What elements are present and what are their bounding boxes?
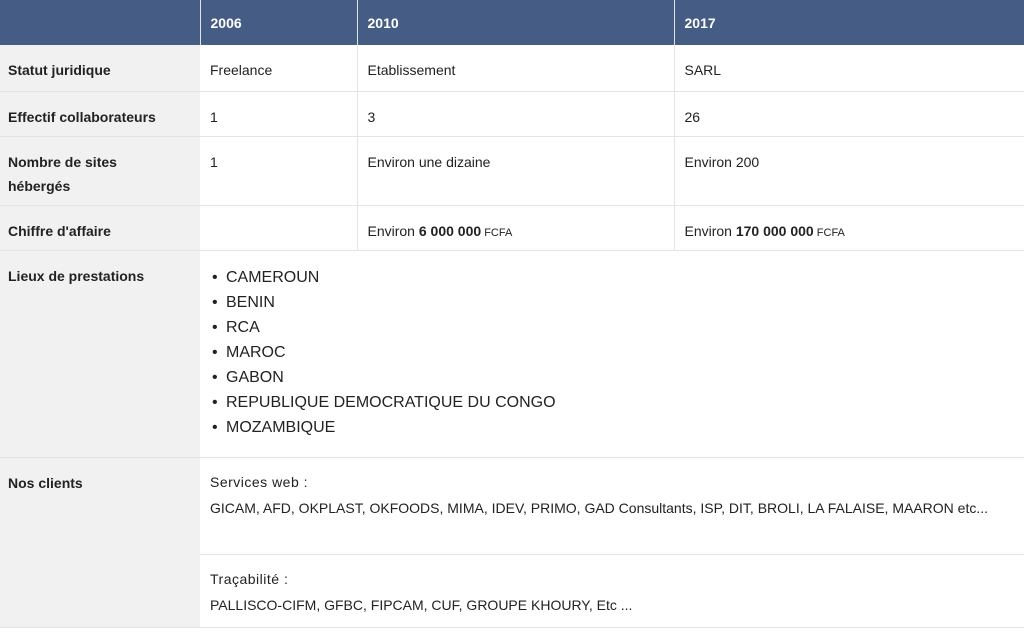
cell-2017: SARL: [674, 45, 1024, 91]
revenue-amount: 170 000 000: [735, 222, 814, 239]
row-nos-clients-web: [0, 457, 1024, 554]
list-item: • CAMEROUN: [226, 265, 1014, 290]
places-cell: [200, 250, 1024, 457]
list-item: • RCA: [226, 315, 1014, 340]
revenue-unit: FCFA: [481, 226, 513, 239]
clients-list: GICAM, AFD, OKPLAST, OKFOODS, MIMA, IDEV, PRIMO, GAD Consultants, ISP, DIT, BROLI, LA FALAISE, MAARON etc...: [210, 499, 988, 516]
cell-2006: Freelance: [200, 45, 357, 91]
list-item: • MAROC: [226, 340, 1014, 365]
list-item: • GABON: [226, 365, 1014, 390]
clients-web-cell: [200, 457, 1024, 554]
header-year-2010: 2010: [357, 0, 674, 45]
cell-2010: Etablissement: [357, 45, 674, 91]
row-label: Nombre de sites hébergés: [0, 136, 200, 205]
row-lieux-prestations: [0, 250, 1024, 457]
revenue-amount: 6 000 000: [418, 222, 482, 239]
row-label: Statut juridique: [0, 45, 200, 91]
row-label: Chiffre d'affaire: [0, 205, 200, 250]
row-label: Effectif collaborateurs: [0, 91, 200, 136]
list-item: • MOZAMBIQUE: [226, 415, 1014, 440]
header-row: [0, 0, 1024, 45]
row-statut-juridique: [0, 45, 1024, 91]
cell-2006: 1: [200, 136, 357, 205]
cell-2006: 1: [200, 91, 357, 136]
row-effectif-collaborateurs: [0, 91, 1024, 136]
header-corner: [0, 0, 200, 45]
clients-list: PALLISCO-CIFM, GFBC, FIPCAM, CUF, GROUPE KHOURY, Etc ...: [210, 596, 633, 613]
header-year-2017: 2017: [674, 0, 1024, 45]
clients-category-title: Services web :: [210, 473, 309, 490]
row-chiffre-affaire: [0, 205, 1024, 250]
clients-tracabilite-cell: [200, 554, 1024, 627]
revenue-unit: FCFA: [813, 226, 845, 239]
cell-2017: Environ 200: [674, 136, 1024, 205]
cell-2017: 26: [674, 91, 1024, 136]
cell-2017: [674, 205, 1024, 250]
cell-2006: [200, 205, 357, 250]
clients-category-title: Traçabilité :: [210, 570, 289, 587]
header-year-2006: 2006: [200, 0, 357, 45]
revenue-prefix: Environ: [367, 222, 419, 239]
places-list: [210, 265, 1014, 440]
list-item: • REPUBLIQUE DEMOCRATIQUE DU CONGO: [226, 390, 1014, 415]
row-label: Nos clients: [0, 457, 200, 627]
revenue-prefix: Environ: [684, 222, 736, 239]
cell-2010: Environ une dizaine: [357, 136, 674, 205]
row-nombre-sites: [0, 136, 1024, 205]
cell-2010: [357, 205, 674, 250]
row-label: Lieux de prestations: [0, 250, 200, 457]
list-item: • BENIN: [226, 290, 1014, 315]
cell-2010: 3: [357, 91, 674, 136]
